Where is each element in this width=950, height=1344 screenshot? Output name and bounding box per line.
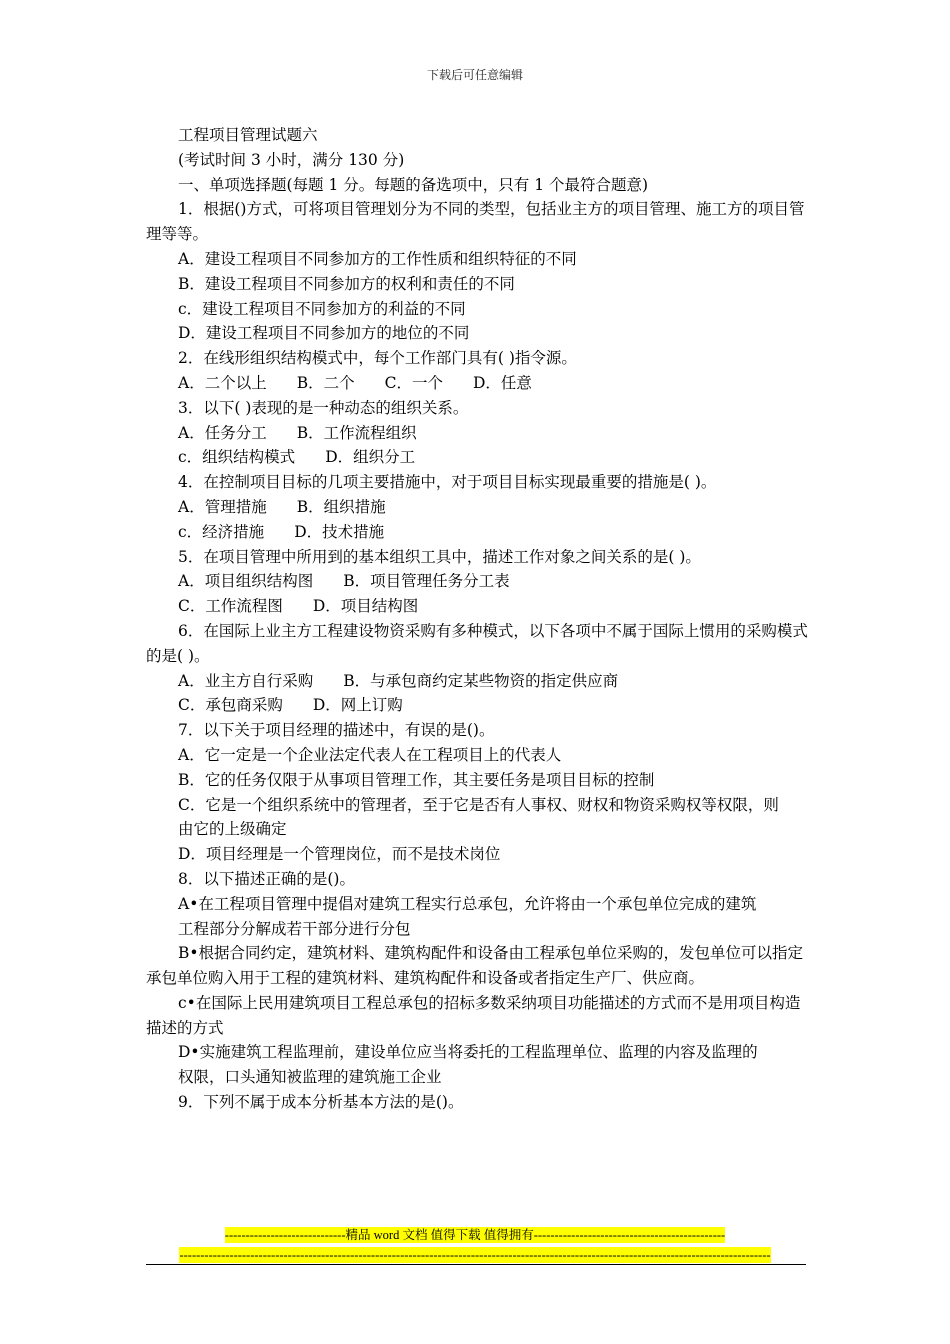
- q5-options-cd: [146, 594, 808, 619]
- q8-option-d: D•实施建筑工程监理前，建设单位应当将委托的工程监理单位、监理的内容及监理的: [178, 1043, 758, 1062]
- q6-options-cd: [146, 693, 808, 718]
- question-9: 9．下列不属于成本分析基本方法的是()。: [178, 1093, 464, 1112]
- footer-line-2: ----------------------------------------------------------------------------------------------------------------------------------------------: [179, 1248, 771, 1262]
- q5-options-ab: [146, 569, 808, 594]
- q2-option-a: A．二个以上: [178, 373, 267, 392]
- q1-option-b: B．建设工程项目不同参加方的权利和责任的不同: [178, 274, 515, 293]
- q8-option-a: A•在工程项目管理中提倡对建筑工程实行总承包，允许将由一个承包单位完成的建筑: [178, 894, 757, 913]
- q6-option-d: D．网上订购: [312, 696, 403, 715]
- footer-banner: [0, 1227, 950, 1267]
- q6-option-c: C．承包商采购: [178, 696, 283, 715]
- q2-options: [146, 371, 808, 396]
- q2-option-b: B．二个: [296, 373, 355, 392]
- q7-option-a: A．它一定是一个企业法定代表人在工程项目上的代表人: [178, 745, 562, 764]
- q1-option-d: D．建设工程项目不同参加方的地位的不同: [178, 324, 470, 343]
- exam-info: (考试时间 3 小时，满分 130 分): [178, 150, 405, 169]
- q7-option-d: D．项目经理是一个管理岗位，而不是技术岗位: [178, 845, 501, 864]
- q5-option-b: B．项目管理任务分工表: [343, 572, 510, 591]
- footer-line-1: -----------------------------精品 word 文档 值得下载 值得拥有----------------------------------------------: [224, 1228, 726, 1242]
- q5-option-a: A．项目组织结构图: [178, 572, 314, 591]
- q4-option-a: A．管理措施: [178, 497, 267, 516]
- q6-options-ab: [146, 669, 808, 694]
- q7-option-c-cont: 由它的上级确定: [178, 820, 287, 839]
- q3-option-b: B．工作流程组织: [296, 423, 417, 442]
- q3-option-a: A．任务分工: [178, 423, 267, 442]
- question-5: 5．在项目管理中所用到的基本组织工具中，描述工作对象之间关系的是( )。: [178, 547, 701, 566]
- q8-option-a-cont: 工程部分分解成若干部分进行分包: [178, 919, 411, 938]
- q8-option-b: B•根据合同约定，建筑材料、建筑构配件和设备由工程承包单位采购的，发包单位可以指定承包单位购入用于工程的建筑材料、建筑构配件和设备或者指定生产厂、供应商。: [146, 944, 804, 988]
- question-2: 2．在线形组织结构模式中，每个工作部门具有( )指令源。: [178, 349, 577, 368]
- q4-option-d: D．技术措施: [294, 522, 385, 541]
- footer-rule: [146, 1264, 806, 1265]
- q3-options-cd: [146, 445, 808, 470]
- question-1: 1．根据()方式，可将项目管理划分为不同的类型，包括业主方的项目管理、施工方的项目管理等等。: [146, 200, 805, 244]
- q7-option-c: C．它是一个组织系统中的管理者，至于它是否有人事权、财权和物资采购权等权限，则: [178, 795, 779, 814]
- question-7: 7．以下关于项目经理的描述中，有误的是()。: [178, 721, 495, 740]
- exam-title: 工程项目管理试题六: [178, 126, 318, 144]
- question-3: 3．以下( )表现的是一种动态的组织关系。: [178, 398, 469, 417]
- q6-option-a: A．业主方自行采购: [178, 671, 314, 690]
- question-4: 4．在控制项目目标的几项主要措施中，对于项目目标实现最重要的措施是( )。: [178, 473, 717, 492]
- q4-options-ab: [146, 495, 808, 520]
- q1-option-a: A．建设工程项目不同参加方的工作性质和组织特征的不同: [178, 249, 577, 268]
- question-8: 8．以下描述正确的是()。: [178, 869, 355, 888]
- q4-option-b: B．组织措施: [296, 497, 386, 516]
- q8-option-d-cont: 权限，口头通知被监理的建筑施工企业: [178, 1068, 442, 1087]
- q5-option-d: D．项目结构图: [312, 597, 419, 616]
- question-6: 6．在国际上业主方工程建设物资采购有多种模式，以下各项中不属于国际上惯用的采购模式的是( )。: [146, 621, 808, 665]
- q1-option-c: c．建设工程项目不同参加方的利益的不同: [178, 299, 466, 318]
- q2-option-c: C．一个: [384, 373, 443, 392]
- q3-option-c: c．组织结构模式: [178, 448, 296, 467]
- document-body: [146, 123, 808, 1115]
- q3-option-d: D．组织分工: [325, 448, 416, 467]
- page-header: 下载后可任意编辑: [426, 68, 523, 82]
- q4-options-cd: [146, 520, 808, 545]
- q4-option-c: c．经济措施: [178, 522, 265, 541]
- q6-option-b: B．与承包商约定某些物资的指定供应商: [343, 671, 619, 690]
- q3-options-ab: [146, 421, 808, 446]
- section-heading: 一、单项选择题(每题 1 分。每题的备选项中，只有 1 个最符合题意): [178, 175, 649, 194]
- q7-option-b: B．它的任务仅限于从事项目管理工作，其主要任务是项目目标的控制: [178, 770, 655, 789]
- q2-option-d: D．任意: [472, 373, 532, 392]
- q5-option-c: C．工作流程图: [178, 597, 283, 616]
- q8-option-c: c•在国际上民用建筑项目工程总承包的招标多数采纳项目功能描述的方式而不是用项目构造描述的方式: [146, 993, 801, 1037]
